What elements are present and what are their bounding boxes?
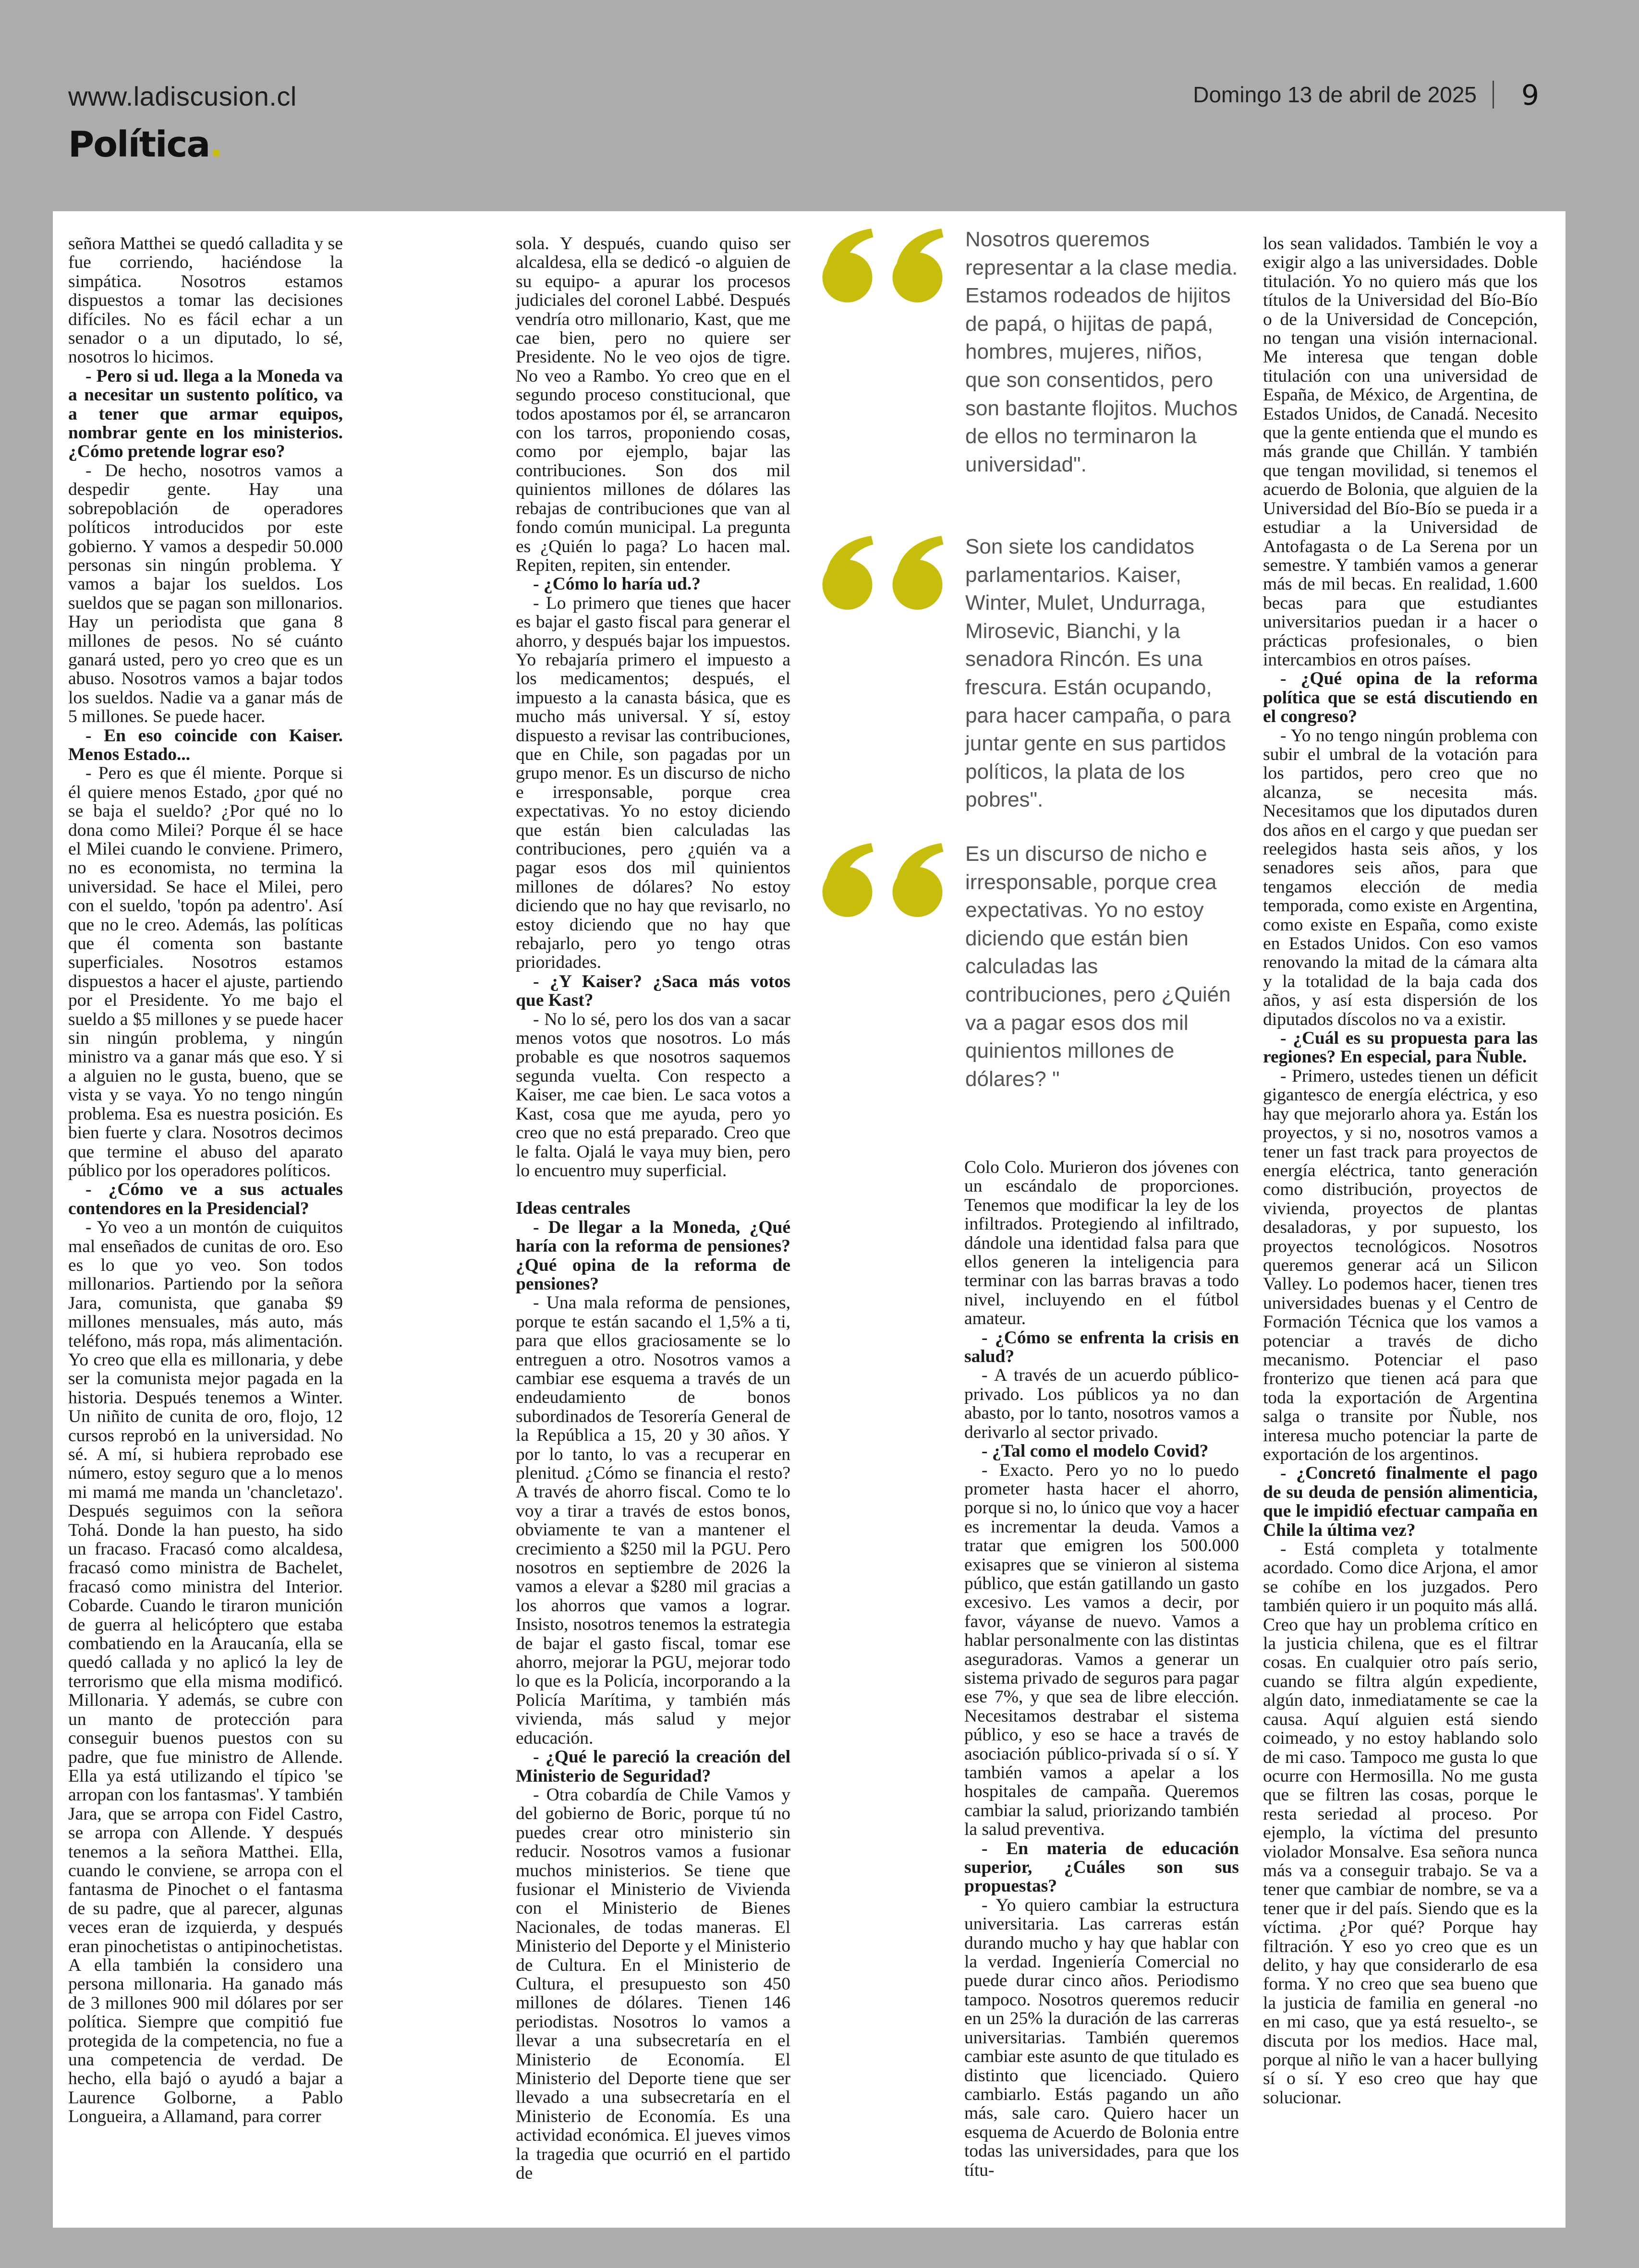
section-name: Política xyxy=(68,124,210,165)
interview-question: - De llegar a la Moneda, ¿Qué haría con la reforma de pensiones? ¿Qué opina de la reforma de pensiones? xyxy=(516,1217,790,1294)
interview-question: - ¿Cómo se enfrenta la crisis en salud? xyxy=(964,1327,1239,1367)
interview-question: - ¿Tal como el modelo Covid? xyxy=(982,1441,1209,1461)
paragraph: - Yo quiero cambiar la estructura universitaria. Las carreras están durando mucho y hay que hablar con la verdad. Ingeniería Comercial no puede durar cinco años. Periodismo tampoco. Nosotros queremos reducir en un 25% la duración de las carreras universitarias. También queremos cambiar este asunto de que titulado es distinto que licenciado. Quiero cambiarlo. Estás pagando un año más, sale caro. Quiero hacer un esquema de Acuerdo de Bolonia entre todas las universidades, para que los títu- xyxy=(964,1895,1239,2180)
quotation-mark-icon xyxy=(816,840,948,917)
interview-question: - En eso coincide con Kaiser. Menos Estado... xyxy=(68,725,343,764)
section-subheading: Ideas centrales xyxy=(516,1198,631,1218)
site-url[interactable]: www.ladiscusion.cl xyxy=(68,81,297,111)
paragraph: los sean validados. También le voy a exigir algo a las universidades. Doble titulación. Yo no quiero más que los títulos de la Universidad del Bío-Bío o de la Universidad de Concepción, no tengan una visión internacional. Me interesa que tengan doble titulación con una universidad de España, de México, de Argentina, de Estados Unidos, de Canadá. Necesito que la gente entienda que el mundo es más grande que Chillán. Y también que tengan movilidad, si tenemos el acuerdo de Bolonia, que alguien de la Universidad del Bío-Bío se pueda ir a estudiar a la Universidad de Antofagasta o de La Serena por un semestre. Y también vamos a generar más de mil becas. En realidad, 1.600 becas para que estudiantes universitarios puedan ir a hacer o prácticas profesionales, o bien intercambios en otros países. xyxy=(1263,234,1538,670)
pull-quote-text: Son siete los candidatos parlamentarios. Kaiser, Winter, Mulet, Undurraga, Mirosevic, Bianchi, y la senadora Rincón. Es una frescura. Están ocupando, para hacer campaña, o para juntar gente en sus partidos políticos, la plata de los pobres". xyxy=(965,535,1231,812)
paragraph: - De hecho, nosotros vamos a despedir gente. Hay una sobrepoblación de operadores políticos introducidos por este gobierno. Y vamos a despedir 50.000 personas sin ningún problema. Y vamos a bajar los sueldos. Los sueldos que se pagan son millonarios. Hay un periodista que gana 8 millones de pesos. No sé cuánto ganará usted, pero yo creo que es un abuso. Nosotros vamos a bajar todos los sueldos. Nadie va a ganar más de 5 millones. Se puede hacer. xyxy=(68,460,343,727)
interview-question: - ¿Concretó finalmente el pago de su deuda de pensión alimenticia, que le impidió efectuar campaña en Chile la última vez? xyxy=(1263,1463,1538,1540)
paragraph: - A través de un acuerdo público-privado. Los públicos ya no dan abasto, por lo tanto, nosotros vamos a derivarlo al sector privado. xyxy=(964,1365,1239,1442)
header-divider xyxy=(1493,81,1494,109)
paragraph: Colo Colo. Murieron dos jóvenes con un escándalo de proporciones. Tenemos que modificar la ley de los infiltrados. Protegiendo al infiltrado, dándole una identidad falsa para que ellos generen la inteligencia para terminar con las barras bravas a todo nivel, incluyendo en el fútbol amateur. xyxy=(964,1158,1239,1329)
paragraph: - Yo no tengo ningún problema con subir el umbral de la votación para los partidos, pero creo que no alcanza, se necesita más. Necesitamos que los diputados duren dos años en el cargo y que puedan ser reelegidos hasta seis años, y los senadores seis años, para que tengamos elección de media temporada, como existe en Argentina, como existe en España, como existe en Estados Unidos. Con eso vamos renovando la mitad de la cámara alta y la totalidad de la baja cada dos años, y así esta dispersión de los diputados díscolos no va a existir. xyxy=(1263,725,1538,1029)
article-column-2 xyxy=(516,234,790,2193)
article-column-3 xyxy=(964,1158,1239,2180)
interview-question: - ¿Qué le pareció la creación del Ministerio de Seguridad? xyxy=(516,1747,790,1786)
pull-quote-3 xyxy=(816,840,1241,1109)
issue-date: Domingo 13 de abril de 2025 xyxy=(1193,82,1477,107)
article-column-4 xyxy=(1263,234,1538,2193)
paragraph: - Yo veo a un montón de cuiquitos mal enseñados de cunitas de oro. Eso es lo que yo veo. Son todos millonarios. Partiendo por la señora Jara, comunista, que ganaba $9 millones mensuales, más auto, más teléfono, más ropa, más alimentación. Yo creo que ella es millonaria, y debe ser la comunista mejor pagada en la historia. Después tenemos a Winter. Un niñito de cunita de oro, flojo, 12 cursos reprobó en la universidad. No sé. A mí, si hubiera reprobado ese número, estoy seguro que a lo menos mi mamá me manda un 'chancletazo'. Después seguimos con la señora Tohá. Donde la han puesto, ha sido un fracaso. Fracasó como alcaldesa, fracasó como ministra de Bachelet, fracasó como ministra del Interior. Cobarde. Cuando le tiraron munición de guerra al helicóptero que estaba combatiendo en la Araucanía, ella se quedó callada y no aplicó la ley de terrorismo que ella misma modificó. Millonaria. Y además, se cubre con un manto de protección para conseguir buenos puestos con su padre, que fue ministro de Allende. Ella ya está utilizando el típico 'se arropan con los fantasmas'. Y también Jara, que se arropa con Fidel Castro, se arropa con Allende. Y después tenemos a la señora Matthei. Ella, cuando le conviene, se arropa con el fantasma de Pinochet o el fantasma de su padre, que al parecer, algunas veces eran de izquierda, y después eran pinochetistas o antipinochetistas. A ella también la considero una persona millonaria. Ha ganado más de 3 millones 900 mil dólares por ser política. Siempre que compitió fue protegida de la competencia, no fue a una competencia de verdad. De hecho, ella bajó o ayudó a bajar a Laurence Golborne, a Pablo Longueira, a Allamand, para correr xyxy=(68,1218,343,2127)
paragraph: - Primero, ustedes tienen un déficit gigantesco de energía eléctrica, y eso hay que mejorarlo ahora ya. Están los proyectos, y si no, nosotros vamos a tener un fast track para proyectos de energía eléctrica, tanto generación como distribución, proyectos de vivienda, proyectos de plantas desaladoras, y por supuesto, los proyectos tecnológicos. Nosotros queremos generar acá un Silicon Valley. Lo podemos hacer, tienen tres universidades buenas y el Centro de Formación Técnica que los vamos a potenciar a través de dicho mecanismo. Potenciar el paso fronterizo que tienen acá para que toda la exportación de Argentina salga o transite por Ñuble, nos interesa mucho potenciar la parte de exportación de los argentinos. xyxy=(1263,1066,1538,1464)
pull-quote-1 xyxy=(816,226,1241,495)
pull-quote-text: Nosotros queremos representar a la clase media. Estamos rodeados de hijitos de papá, o hijitas de papá, hombres, mujeres, niños, que son consentidos, pero son bastante flojitos. Muchos de ellos no terminaron la universidad". xyxy=(965,228,1238,476)
paragraph: - Exacto. Pero yo no lo puedo prometer hasta hacer el ahorro, porque si no, lo único que voy a hacer es incrementar la deuda. Vamos a tratar que emigren los 500.000 exisapres que se vinieron al sistema público, que están gatillando un gasto excesivo. Les vamos a decir, por favor, váyanse de nuevo. Vamos a hablar personalmente con las distintas aseguradoras. Vamos a generar un sistema privado de seguros para pagar ese 7%, y que sea de libre elección. Necesitamos destrabar el sistema público, y eso se hace a través de asociación público-privada sí o sí. Y también vamos a apelar a los hospitales de campaña. Queremos cambiar la salud, priorizando también la salud preventiva. xyxy=(964,1460,1239,1840)
interview-question: - ¿Cómo lo haría ud.? xyxy=(533,574,701,594)
interview-question: - ¿Qué opina de la reforma política que se está discutiendo en el congreso? xyxy=(1263,669,1538,727)
page-number: 9 xyxy=(1521,79,1539,111)
interview-question: - ¿Y Kaiser? ¿Saca más votos que Kast? xyxy=(516,971,790,1011)
paragraph: - Pero es que él miente. Porque si él quiere menos Estado, ¿por qué no se baja el sueldo? ¿Por qué no lo dona como Milei? Porque él se hace el Milei cuando le conviene. Primero, no es economista, no termina la universidad. Se hace el Milei, pero con el sueldo, 'topón pa adentro'. Así que no le creo. Además, las políticas que él comenta son bastante superficiales. Nosotros estamos dispuestos a hacer el ajuste, partiendo por el Presidente. Yo me bajo el sueldo a $5 millones y se puede hacer sin ningún problema, y ningún ministro va a ganar más que eso. Y si a alguien no le gusta, bueno, que se vista y se vaya. Yo no tengo ningún problema. Esa es nuestra posición. Es bien fuerte y clara. Nosotros decimos que termine el abuso del aparato público por los operadores políticos. xyxy=(68,763,343,1181)
pull-quote-2 xyxy=(816,533,1241,812)
section-dot: . xyxy=(209,124,222,165)
paragraph: - Está completa y totalmente acordado. Como dice Arjona, el amor se cohíbe en los juzgados. Pero también quiero ir un poquito más allá. Creo que hay un problema crítico en la justicia chilena, que es el filtrar cosas. En cualquier otro país serio, cuando se filtra algún expediente, algún dato, inmediatamente se cae la causa. Aquí alguien está siendo coimeado, y no estoy hablando solo de mi caso. Tampoco me gusta lo que ocurre con Hermosilla. No me gusta que se filtren las cosas, porque le resta seriedad al proceso. Por ejemplo, la víctima del presunto violador Monsalve. Esa señora nunca más va a conseguir trabajo. Se va a tener que cambiar de nombre, se va a tener que ir del país. Siendo que es la víctima. ¿Por qué? Porque hay filtración. Y eso yo creo que es un delito, y hay que considerarlo de esa forma. Y no creo que sea bueno que la justicia de familia en general -no en mi caso, que ya está resuelto-, se discuta por los medios. Hace mal, porque al niño le van a hacer bullying sí o sí. Y eso creo que hay que solucionar. xyxy=(1263,1539,1538,2108)
interview-question: - ¿Cómo ve a sus actuales contendores en la Presidencial? xyxy=(68,1180,343,1218)
paragraph: - Otra cobardía de Chile Vamos y del gobierno de Boric, porque tú no puedes crear otro ministerio sin reducir. Nosotros vamos a fusionar muchos ministerios. Se tiene que fusionar el Ministerio de Vivienda con el Ministerio de Bienes Nacionales, de todas maneras. El Ministerio del Deporte y el Ministerio de Cultura. En el Ministerio de Cultura, el presupuesto son 450 millones de dólares. Tienen 146 periodistas. Nosotros lo vamos a llevar a una subsecretaría en el Ministerio de Economía. El Ministerio del Deporte tiene que ser llevado a una subsecretaría en el Ministerio de Economía. Es una actividad económica. El jueves vimos la tragedia que ocurrió en el partido de xyxy=(516,1785,790,2184)
interview-question: - Pero si ud. llega a la Moneda va a necesitar un sustento político, va a tener que armar equipos, nombrar gente en los ministerios. ¿Cómo pretende lograr eso? xyxy=(68,366,343,462)
paragraph: - Una mala reforma de pensiones, porque te están sacando el 1,5% a ti, para que ellos graciosamente se lo entreguen a otro. Nosotros vamos a cambiar ese esquema a través de un endeudamiento de bonos subordinados de Tesorería General de la República a 15, 20 y 30 años. Y por lo tanto, lo vas a recuperar en plenitud. ¿Cómo se financia el resto? A través de ahorro fiscal. Como te lo voy a tirar a través de estos bonos, obviamente te van a mantener el crecimiento a $250 mil la PGU. Pero nosotros en septiembre de 2026 la vamos a elevar a $280 mil gracias a los ahorros que vamos a lograr. Insisto, nosotros tenemos la estrategia de bajar el gasto fiscal, tomar ese ahorro, mejorar la PGU, mejorar todo lo que es la Policía, incorporando a la Policía Marítima, y también más vivienda, más salud y mejor educación. xyxy=(516,1293,790,1748)
quotation-mark-icon xyxy=(816,533,948,610)
interview-question: - En materia de educación superior, ¿Cuáles son sus propuestas? xyxy=(964,1838,1239,1896)
paragraph: - No lo sé, pero los dos van a sacar menos votos que nosotros. Lo más probable es que nosotros saquemos segunda vuelta. Con respecto a Kaiser, me cae bien. Le saca votos a Kast, cosa que me ayuda, pero yo creo que no está preparado. Creo que le falta. Ojalá le vaya muy bien, pero lo encuentro muy superficial. xyxy=(516,1009,790,1181)
paragraph: señora Matthei se quedó calladita y se fue corriendo, haciéndose la simpática. Nosotros estamos dispuestos a tomar las decisiones difíciles. No es fácil echar a un senador o a un diputado, lo sé, nosotros lo hicimos. xyxy=(68,234,343,367)
section-title xyxy=(68,124,222,165)
article-column-1 xyxy=(68,234,343,2193)
quotation-mark-icon xyxy=(816,226,948,302)
paragraph: - Lo primero que tienes que hacer es bajar el gasto fiscal para generar el ahorro, y después bajar los impuestos. Yo rebajaría primero el impuesto a los medicamentos; después, el impuesto a la canasta básica, que es mucho más universal. Y sí, estoy dispuesto a revisar las contribuciones, que en Chile, son pagadas por un grupo menor. Es un discurso de nicho e irresponsable, porque crea expectativas. Yo no estoy diciendo que están bien calculadas las contribuciones, pero ¿quién va a pagar esos dos mil quinientos millones de dólares? No estoy diciendo que no hay que revisarlo, no estoy diciendo que no hay que rebajarlo, pero yo tengo otras prioridades. xyxy=(516,593,790,973)
paragraph: sola. Y después, cuando quiso ser alcaldesa, ella se dedicó -o alguien de su equipo- a apurar los procesos judiciales del coronel Labbé. Después vendría otro millonario, Kast, que me cae bien, pero no quiere ser Presidente. No le veo ojos de tigre. No veo a Rambo. Yo creo que en el segundo proceso constitucional, que todos apostamos por él, se arrancaron con los tarros, proponiendo cosas, como por ejemplo, bajar las contribuciones. Son dos mil quinientos millones de dólares las rebajas de contribuciones que van al fondo común municipal. La pregunta es ¿Quién lo paga? Lo hacen mal. Repiten, repiten, sin entender. xyxy=(516,234,790,575)
interview-question: - ¿Cuál es su propuesta para las regiones? En especial, para Ñuble. xyxy=(1263,1028,1538,1067)
pull-quote-text: Es un discurso de nicho e irresponsable, porque crea expectativas. Yo no estoy diciendo que están bien calculadas las contribuciones, pero ¿Quién va a pagar esos dos mil quinientos millones de dólares? " xyxy=(965,842,1231,1091)
